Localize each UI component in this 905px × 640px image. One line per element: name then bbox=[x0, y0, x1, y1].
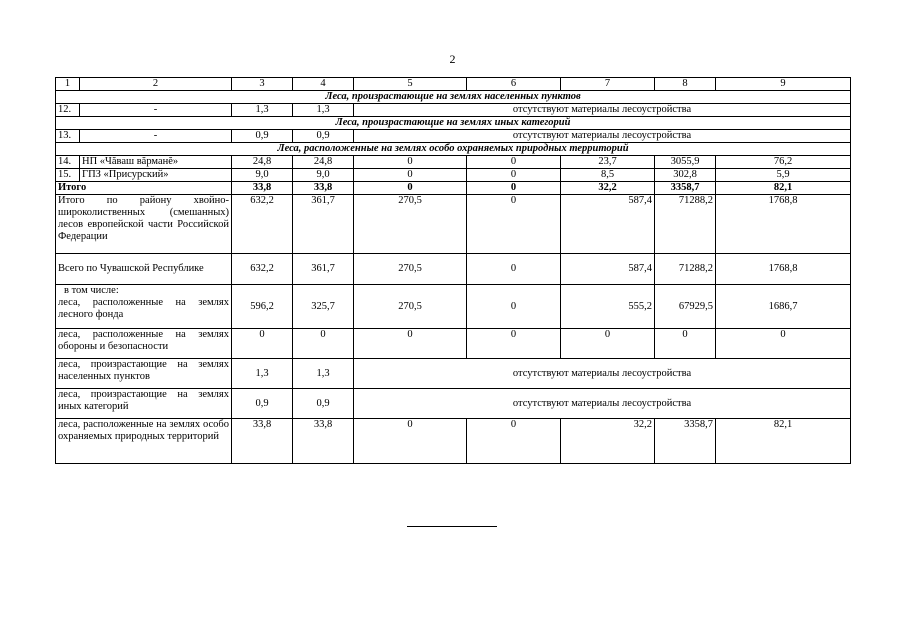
table-row bbox=[56, 130, 851, 143]
row-number: 13. bbox=[56, 130, 80, 143]
note-cell: отсутствуют материалы лесоустройства bbox=[354, 130, 851, 143]
cell: 0,9 bbox=[293, 130, 354, 143]
cell: 0 bbox=[561, 329, 655, 359]
cell: 0,9 bbox=[232, 389, 293, 419]
row-name: Всего по Чувашской Республике bbox=[56, 254, 232, 285]
col-header: 8 bbox=[655, 78, 716, 91]
cell: 33,8 bbox=[232, 419, 293, 464]
cell: 32,2 bbox=[561, 419, 655, 464]
cell: 1,3 bbox=[293, 359, 354, 389]
cell: 3358,7 bbox=[655, 419, 716, 464]
cell: 0 bbox=[293, 329, 354, 359]
note-cell: отсутствуют материалы лесоустройства bbox=[354, 104, 851, 117]
section-row bbox=[56, 117, 851, 130]
end-separator-line bbox=[407, 526, 497, 527]
cell: 0,9 bbox=[232, 130, 293, 143]
row-name: ГПЗ «Присурский» bbox=[80, 169, 232, 182]
cell: 33,8 bbox=[293, 419, 354, 464]
page-number: 2 bbox=[449, 52, 456, 66]
cell: 71288,2 bbox=[655, 195, 716, 254]
table-row bbox=[56, 156, 851, 169]
row-name-block bbox=[56, 285, 232, 329]
header-row bbox=[56, 78, 851, 91]
cell: 0 bbox=[467, 419, 561, 464]
cell: 0 bbox=[467, 254, 561, 285]
row-name: леса, расположенные на землях лесного фонда bbox=[58, 297, 229, 320]
summary-row bbox=[56, 195, 851, 254]
cell: 0 bbox=[354, 182, 467, 195]
itogo-row bbox=[56, 182, 851, 195]
row-number: 12. bbox=[56, 104, 80, 117]
row-name: Итого по району хвойно-широколиственных (смешанных) лесов европейской части Российской Федерации bbox=[56, 195, 232, 254]
cell: 0 bbox=[467, 156, 561, 169]
cell: 0 bbox=[354, 419, 467, 464]
row-number: 14. bbox=[56, 156, 80, 169]
col-header: 9 bbox=[716, 78, 851, 91]
cell: 632,2 bbox=[232, 254, 293, 285]
cell: 3358,7 bbox=[655, 182, 716, 195]
cell: 0 bbox=[716, 329, 851, 359]
col-header: 4 bbox=[293, 78, 354, 91]
cell: 0 bbox=[354, 156, 467, 169]
cell: 0 bbox=[467, 182, 561, 195]
cell: 1,3 bbox=[293, 104, 354, 117]
cell: 0,9 bbox=[293, 389, 354, 419]
table-row bbox=[56, 104, 851, 117]
cell: 270,5 bbox=[354, 285, 467, 329]
row-name: НП «Чăваш вăрманĕ» bbox=[80, 156, 232, 169]
row-name: - bbox=[80, 130, 232, 143]
cell: 587,4 bbox=[561, 195, 655, 254]
cell: 0 bbox=[232, 329, 293, 359]
cell: 270,5 bbox=[354, 254, 467, 285]
col-header: 7 bbox=[561, 78, 655, 91]
row-name: леса, расположенные на землях особо охраняемых природных территорий bbox=[56, 419, 232, 464]
cell: 1768,8 bbox=[716, 254, 851, 285]
row-number: 15. bbox=[56, 169, 80, 182]
including-label: в том числе: bbox=[64, 285, 119, 296]
cell: 0 bbox=[467, 169, 561, 182]
note-cell: отсутствуют материалы лесоустройства bbox=[354, 389, 851, 419]
cell: 0 bbox=[354, 329, 467, 359]
cell: 9,0 bbox=[232, 169, 293, 182]
cell: 361,7 bbox=[293, 254, 354, 285]
cell: 8,5 bbox=[561, 169, 655, 182]
cell: 0 bbox=[467, 195, 561, 254]
section-row bbox=[56, 91, 851, 104]
section-title-protected: Леса, расположенные на землях особо охраняемых природных территорий bbox=[56, 143, 851, 156]
cell: 325,7 bbox=[293, 285, 354, 329]
row-name: - bbox=[80, 104, 232, 117]
row-name: леса, произрастающие на землях иных категорий bbox=[56, 389, 232, 419]
cell: 71288,2 bbox=[655, 254, 716, 285]
cell: 587,4 bbox=[561, 254, 655, 285]
breakdown-row bbox=[56, 285, 851, 329]
cell: 82,1 bbox=[716, 419, 851, 464]
cell: 24,8 bbox=[293, 156, 354, 169]
section-title-populated: Леса, произрастающие на землях населенных пунктов bbox=[56, 91, 851, 104]
cell: 23,7 bbox=[561, 156, 655, 169]
col-header: 6 bbox=[467, 78, 561, 91]
summary-row bbox=[56, 254, 851, 285]
row-name: Итого bbox=[56, 182, 232, 195]
cell: 596,2 bbox=[232, 285, 293, 329]
cell: 82,1 bbox=[716, 182, 851, 195]
cell: 32,2 bbox=[561, 182, 655, 195]
row-name: леса, произрастающие на землях населенных пунктов bbox=[56, 359, 232, 389]
col-header: 1 bbox=[56, 78, 80, 91]
cell: 1768,8 bbox=[716, 195, 851, 254]
cell: 67929,5 bbox=[655, 285, 716, 329]
breakdown-row bbox=[56, 329, 851, 359]
cell: 270,5 bbox=[354, 195, 467, 254]
cell: 24,8 bbox=[232, 156, 293, 169]
cell: 302,8 bbox=[655, 169, 716, 182]
breakdown-row bbox=[56, 359, 851, 389]
table-row bbox=[56, 169, 851, 182]
cell: 1,3 bbox=[232, 359, 293, 389]
cell: 76,2 bbox=[716, 156, 851, 169]
section-title-other: Леса, произрастающие на землях иных категорий bbox=[56, 117, 851, 130]
section-row bbox=[56, 143, 851, 156]
cell: 9,0 bbox=[293, 169, 354, 182]
cell: 361,7 bbox=[293, 195, 354, 254]
note-cell: отсутствуют материалы лесоустройства bbox=[354, 359, 851, 389]
cell: 1686,7 bbox=[716, 285, 851, 329]
col-header: 2 bbox=[80, 78, 232, 91]
cell: 1,3 bbox=[232, 104, 293, 117]
forest-data-table bbox=[55, 77, 851, 464]
breakdown-row bbox=[56, 419, 851, 464]
breakdown-row bbox=[56, 389, 851, 419]
cell: 0 bbox=[467, 329, 561, 359]
cell: 555,2 bbox=[561, 285, 655, 329]
col-header: 3 bbox=[232, 78, 293, 91]
col-header: 5 bbox=[354, 78, 467, 91]
cell: 33,8 bbox=[232, 182, 293, 195]
cell: 632,2 bbox=[232, 195, 293, 254]
cell: 0 bbox=[354, 169, 467, 182]
cell: 5,9 bbox=[716, 169, 851, 182]
row-name: леса, расположенные на землях обороны и безопасности bbox=[56, 329, 232, 359]
cell: 3055,9 bbox=[655, 156, 716, 169]
cell: 33,8 bbox=[293, 182, 354, 195]
cell: 0 bbox=[467, 285, 561, 329]
cell: 0 bbox=[655, 329, 716, 359]
